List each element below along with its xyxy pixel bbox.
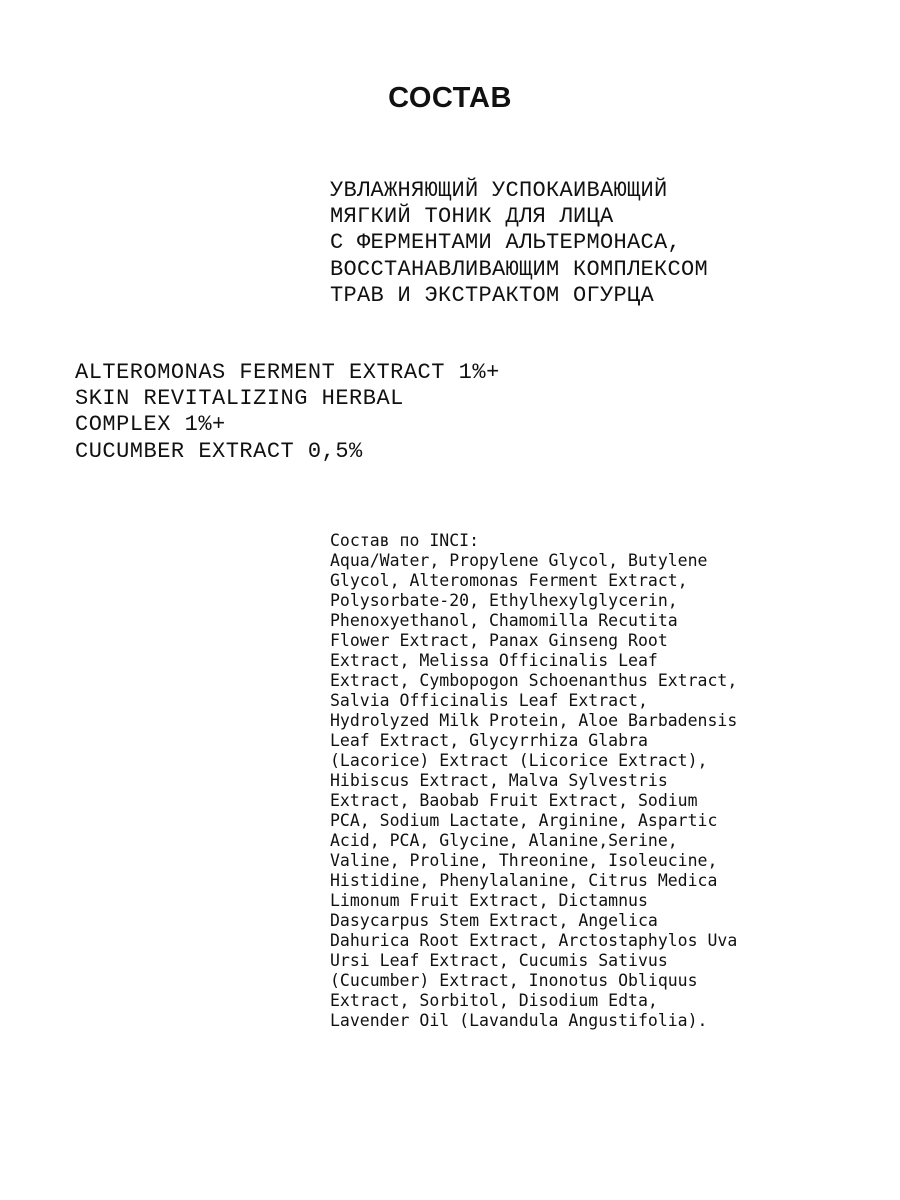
inci-line: Salvia Officinalis Leaf Extract, xyxy=(330,691,648,710)
inci-line: Hydrolyzed Milk Protein, Aloe Barbadensis xyxy=(330,711,738,730)
inci-composition xyxy=(330,531,870,1031)
page-title: СОСТАВ xyxy=(388,82,512,114)
active-ingredient-line: ALTEROMONAS FERMENT EXTRACT 1%+ xyxy=(75,360,500,385)
inci-line: Histidine, Phenylalanine, Citrus Medica xyxy=(330,871,718,890)
product-description-line: ТРАВ И ЭКСТРАКТОМ ОГУРЦА xyxy=(330,282,655,308)
inci-line: Leaf Extract, Glycyrrhiza Glabra xyxy=(330,731,648,750)
inci-heading: Состав по INCI: xyxy=(330,531,480,550)
inci-line: Acid, PCA, Glycine, Alanine,Serine, xyxy=(330,831,678,850)
inci-line: Extract, Baobab Fruit Extract, Sodium xyxy=(330,791,698,810)
inci-line: Extract, Cymbopogon Schoenanthus Extract, xyxy=(330,671,738,690)
inci-line: Ursi Leaf Extract, Cucumis Sativus xyxy=(330,951,668,970)
active-ingredients xyxy=(75,360,775,465)
inci-line: Valine, Proline, Threonine, Isoleucine, xyxy=(330,851,718,870)
active-ingredient-line: COMPLEX 1%+ xyxy=(75,412,226,438)
inci-line: Limonum Fruit Extract, Dictamnus xyxy=(330,891,648,910)
inci-line: PCA, Sodium Lactate, Arginine, Aspartic xyxy=(330,811,718,830)
product-description-line: ВОССТАНАВЛИВАЮЩИМ КОМПЛЕКСОМ xyxy=(330,256,709,282)
product-description-line: МЯГКИЙ ТОНИК ДЛЯ ЛИЦА xyxy=(330,204,614,230)
inci-line: Extract, Sorbitol, Disodium Edta, xyxy=(330,991,658,1010)
inci-line: Aqua/Water, Propylene Glycol, Butylene xyxy=(330,551,708,570)
inci-line: (Lacorice) Extract (Licorice Extract), xyxy=(330,751,708,770)
product-description xyxy=(330,178,850,309)
inci-line: Glycol, Alteromonas Ferment Extract, xyxy=(330,571,688,590)
inci-line: Extract, Melissa Officinalis Leaf xyxy=(330,651,658,670)
inci-line: Phenoxyethanol, Chamomilla Recutita xyxy=(330,611,678,630)
inci-list xyxy=(330,551,870,1031)
inci-line: Flower Extract, Panax Ginseng Root xyxy=(330,631,668,650)
inci-line: Hibiscus Extract, Malva Sylvestris xyxy=(330,771,668,790)
active-ingredient-line: CUCUMBER EXTRACT 0,5% xyxy=(75,438,363,464)
inci-line: Dasycarpus Stem Extract, Angelica xyxy=(330,911,658,930)
product-description-line: УВЛАЖНЯЮЩИЙ УСПОКАИВАЮЩИЙ xyxy=(330,178,668,203)
inci-line: (Cucumber) Extract, Inonotus Obliquus xyxy=(330,971,698,990)
product-description-line: С ФЕРМЕНТАМИ АЛЬТЕРМОНАСА, xyxy=(330,230,682,256)
active-ingredient-line: SKIN REVITALIZING HERBAL xyxy=(75,386,404,412)
inci-line: Lavender Oil (Lavandula Angustifolia). xyxy=(330,1011,708,1030)
inci-line: Polysorbate-20, Ethylhexylglycerin, xyxy=(330,591,678,610)
inci-line: Dahurica Root Extract, Arctostaphylos Uva xyxy=(330,931,738,950)
